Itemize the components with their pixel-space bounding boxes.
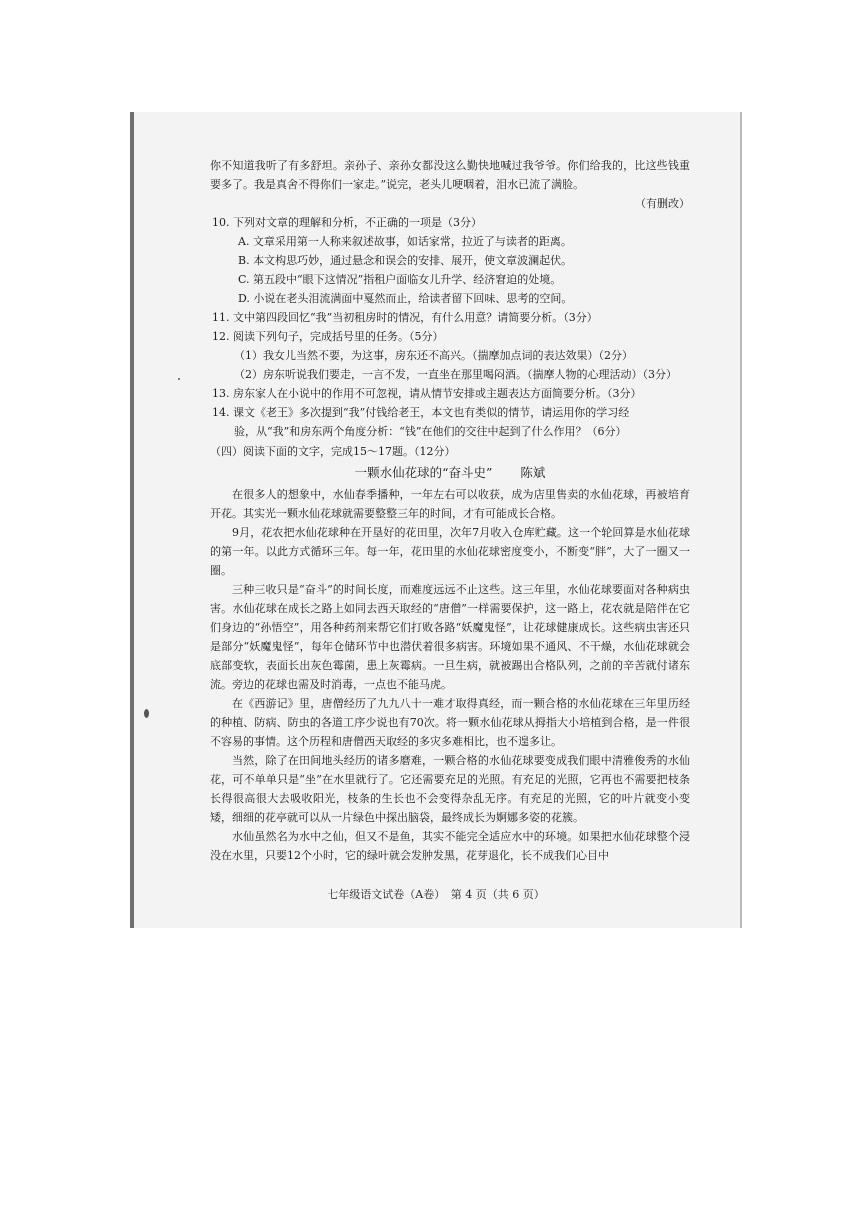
question-12-item-2: （2）房东听说我们要走，一言不发，一直坐在那里喝闷酒。（揣摩人物的心理活动）（3分） (234, 368, 677, 381)
passage-tail: 你不知道我听了有多舒坦。亲孙子、亲孙女都没这么勤快地喊过我爷爷。你们给我的，比这些钱重要多了。我是真舍不得你们一家走。”说完，老头儿哽咽着，泪水已流了满脸。 (210, 159, 690, 191)
question-13: 13. 房东家人在小说中的作用不可忽视，请从情节安排或主题表达方面简要分析。（3分） (212, 387, 642, 400)
article-paragraph: 三种三收只是“奋斗”的时间长度，而难度远远不止这些。这三年里，水仙花球要面对各种病虫害。水仙花球在成长之路上如同去西天取经的“唐僧”一样需要保护，这一路上，花农就是陪伴在它们身边的“孙悟空”，用各种药剂来帮它们打败各路“妖魔鬼怪”，让花球健康成长。这些病虫害还只是部分“妖魔鬼怪”，每年仓储环节中也潜伏着很多病害。环境如果不通风、不干燥，水仙花球就会底部变软，表面长出灰色霉菌，患上灰霉病。一旦生病，就被踢出合格队列，之前的辛苦就付诸东流。旁边的花球也需及时消毒，一点也不能马虎。 (210, 583, 690, 691)
article-body (210, 485, 690, 865)
question-12-item-1: （1）我女儿当然不要，为这事，房东还不高兴。（揣摩加点词的表达效果）（2分） (234, 349, 633, 362)
scanned-exam-page (130, 112, 742, 928)
question-11: 11. 文中第四段回忆“我”当初租房时的情况，有什么用意？请简要分析。（3分） (212, 311, 598, 324)
question-10 (210, 213, 690, 308)
question-10-option-a: A. 文章采用第一人称来叙述故事，如话家常，拉近了与读者的距离。 (238, 235, 572, 248)
question-12-stem: 12. 阅读下列句子，完成括号里的任务。（5分） (212, 330, 444, 343)
section-4-heading: （四）阅读下面的文字，完成15～17题。（12分） (210, 445, 456, 458)
abridged-note: （有删改） (635, 197, 690, 210)
scan-speck (144, 709, 149, 718)
article-paragraph: 在很多人的想象中，水仙春季播种，一年左右可以收获，成为店里售卖的水仙花球，再被培育开花。其实光一颗水仙花球就需要整整三年的时间，才有可能成长合格。 (210, 488, 690, 520)
scan-speck (178, 378, 180, 380)
article-author: 陈斌 (520, 465, 546, 480)
question-10-stem: 10. 下列对文章的理解和分析，不正确的一项是（3分） (212, 216, 482, 229)
page-content (210, 156, 690, 865)
scan-right-edge (740, 112, 742, 928)
article-paragraph: 9月，花农把水仙花球种在开垦好的花田里，次年7月收入仓库贮藏。这一个轮回算是水仙花球的第一年。以此方式循环三年。每一年，花田里的水仙花球密度变小，不断变“胖”，大了一圈又一圈。 (210, 526, 690, 577)
article-title: 一颗水仙花球的“奋斗史” (354, 465, 493, 480)
article-paragraph: 当然，除了在田间地头经历的诸多磨难，一颗合格的水仙花球要变成我们眼中清雅俊秀的水仙花，可不单单只是“坐”在水里就行了。它还需要充足的光照。有充足的光照，它再也不需要把枝条长得很高很大去吸收阳光，枝条的生长也不会变得杂乱无序。有充足的光照，它的叶片就变小变矮，细细的花亭就可以从一片绿色中探出脑袋，最终成长为婀娜多姿的花簇。 (210, 754, 690, 824)
page-footer: 七年级语文试卷（A卷） 第 4 页（共 6 页） (327, 888, 545, 901)
question-10-option-c: C. 第五段中“眼下这情况”指租户面临女儿升学、经济窘迫的处境。 (238, 273, 562, 286)
question-10-option-d: D. 小说在老头泪流满面中戛然而止，给读者留下回味、思考的空间。 (238, 292, 573, 305)
question-14-line-2: 验，从“我”和房东两个角度分析：“钱”在他们的交往中起到了什么作用？（6分） (234, 425, 627, 438)
article-paragraph: 在《西游记》里，唐僧经历了九九八十一难才取得真经，而一颗合格的水仙花球在三年里历经的种植、防病、防虫的各道工序少说也有70次。将一颗水仙花球从拇指大小培植到合格，是一件很不容易的事情。这个历程和唐僧西天取经的多灾多难相比，也不遑多让。 (210, 697, 690, 748)
question-14-line-1: 14. 课文《老王》多次提到“我”付钱给老王，本文也有类似的情节，请运用你的学习经 (212, 406, 630, 419)
question-12 (210, 327, 690, 384)
question-10-option-b: B. 本文构思巧妙，通过悬念和误会的安排、展开，使文章波澜起伏。 (238, 254, 573, 267)
article-paragraph: 水仙虽然名为水中之仙，但又不是鱼，其实不能完全适应水中的环境。如果把水仙花球整个浸没在水里，只要12个小时，它的绿叶就会发肿发黑，花芽退化，长不成我们心目中 (210, 830, 690, 862)
article-heading (210, 463, 690, 482)
question-14 (210, 403, 690, 441)
scan-left-edge (130, 112, 134, 928)
